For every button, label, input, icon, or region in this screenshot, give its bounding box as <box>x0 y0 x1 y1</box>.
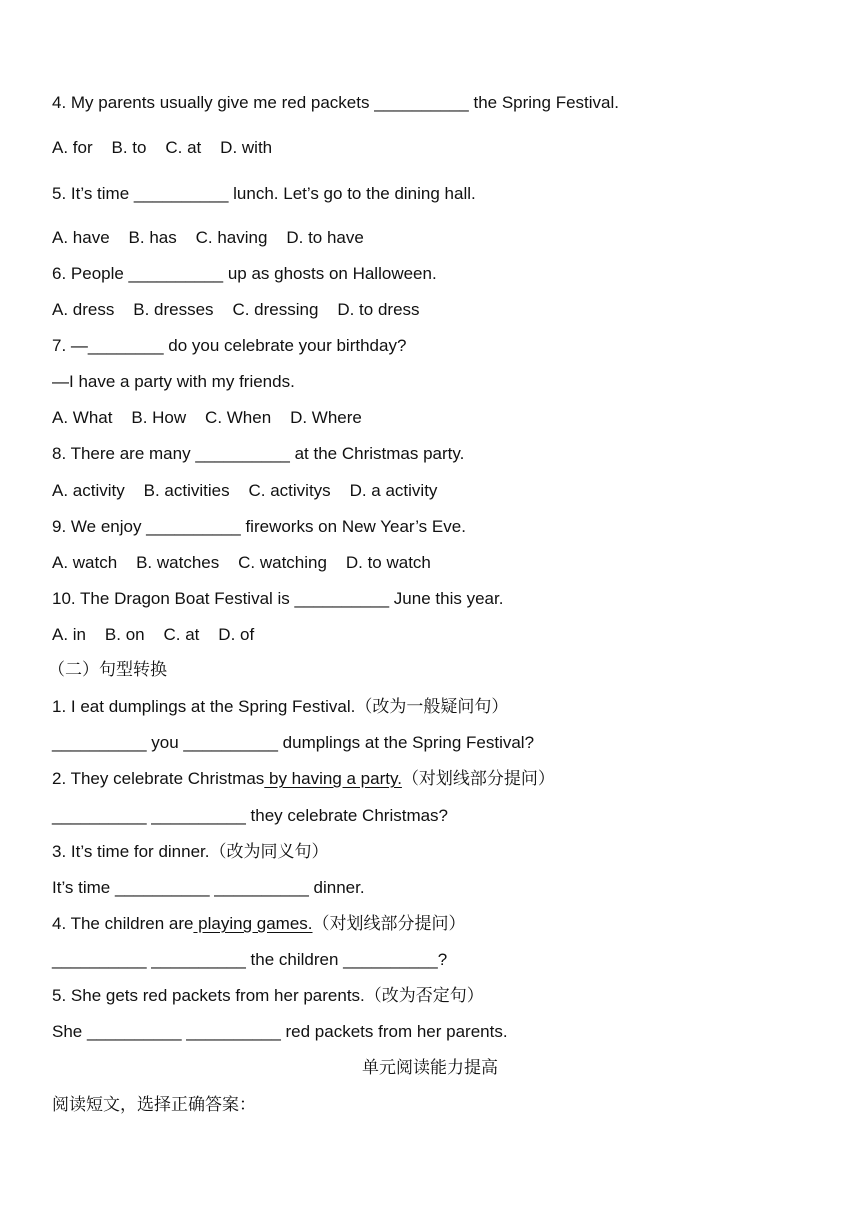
transform-2-sentence <box>52 768 555 790</box>
transform-5-text: 5. She gets red packets from her parents. <box>52 986 365 1005</box>
question-9-options: A. watch B. watches C. watching D. to watch <box>52 553 431 572</box>
question-8-stem: 8. There are many __________ at the Christmas party. <box>52 444 465 463</box>
transform-4-text: 4. The children are <box>52 914 194 933</box>
reading-section-title: 单元阅读能力提高 <box>362 1058 498 1078</box>
transform-1-text: 1. I eat dumplings at the Spring Festival. <box>52 697 356 716</box>
question-5-options: A. have B. has C. having D. to have <box>52 228 364 247</box>
reading-instruction: 阅读短文，选择正确答案： <box>52 1095 256 1115</box>
transform-2-text: 2. They celebrate Christmas <box>52 769 265 788</box>
section-2-heading: （二）句型转换 <box>48 660 167 680</box>
transform-3-text: 3. It’s time for dinner. <box>52 842 210 861</box>
question-4-stem: 4. My parents usually give me red packets __________ the Spring Festival. <box>52 93 619 112</box>
transform-2-underlined: by having a party. <box>264 769 402 788</box>
question-6-options: A. dress B. dresses C. dressing D. to dress <box>52 300 420 319</box>
question-7-answer-line: —I have a party with my friends. <box>52 372 295 391</box>
transform-3-sentence <box>52 841 328 863</box>
transform-4-answer: __________ __________ the children __________? <box>52 950 448 969</box>
question-7-options: A. What B. How C. When D. Where <box>52 408 362 427</box>
question-6-stem: 6. People __________ up as ghosts on Halloween. <box>52 264 437 283</box>
question-10-options: A. in B. on C. at D. of <box>52 625 255 644</box>
transform-2-instruction: （对划线部分提问） <box>401 769 555 789</box>
transform-1-answer: __________ you __________ dumplings at the Spring Festival? <box>52 733 535 752</box>
transform-5-sentence <box>52 985 484 1007</box>
question-5-stem: 5. It’s time __________ lunch. Let’s go to the dining hall. <box>52 184 476 203</box>
transform-5-answer: She __________ __________ red packets from her parents. <box>52 1022 508 1041</box>
transform-3-answer: It’s time __________ __________ dinner. <box>52 878 365 897</box>
transform-1-sentence <box>52 696 508 718</box>
transform-5-instruction: （改为否定句） <box>364 986 484 1006</box>
question-8-options: A. activity B. activities C. activitys D. a activity <box>52 481 438 500</box>
transform-2-answer: __________ __________ they celebrate Christmas? <box>52 806 449 825</box>
transform-4-underlined: playing games. <box>193 914 313 933</box>
question-7-stem: 7. —________ do you celebrate your birthday? <box>52 336 407 355</box>
question-10-stem: 10. The Dragon Boat Festival is __________ June this year. <box>52 589 504 608</box>
transform-1-instruction: （改为一般疑问句） <box>355 697 509 717</box>
question-4-options: A. for B. to C. at D. with <box>52 138 273 157</box>
transform-4-instruction: （对划线部分提问） <box>312 914 466 934</box>
question-9-stem: 9. We enjoy __________ fireworks on New Year’s Eve. <box>52 517 466 536</box>
transform-3-instruction: （改为同义句） <box>209 842 329 862</box>
transform-4-sentence <box>52 913 466 935</box>
